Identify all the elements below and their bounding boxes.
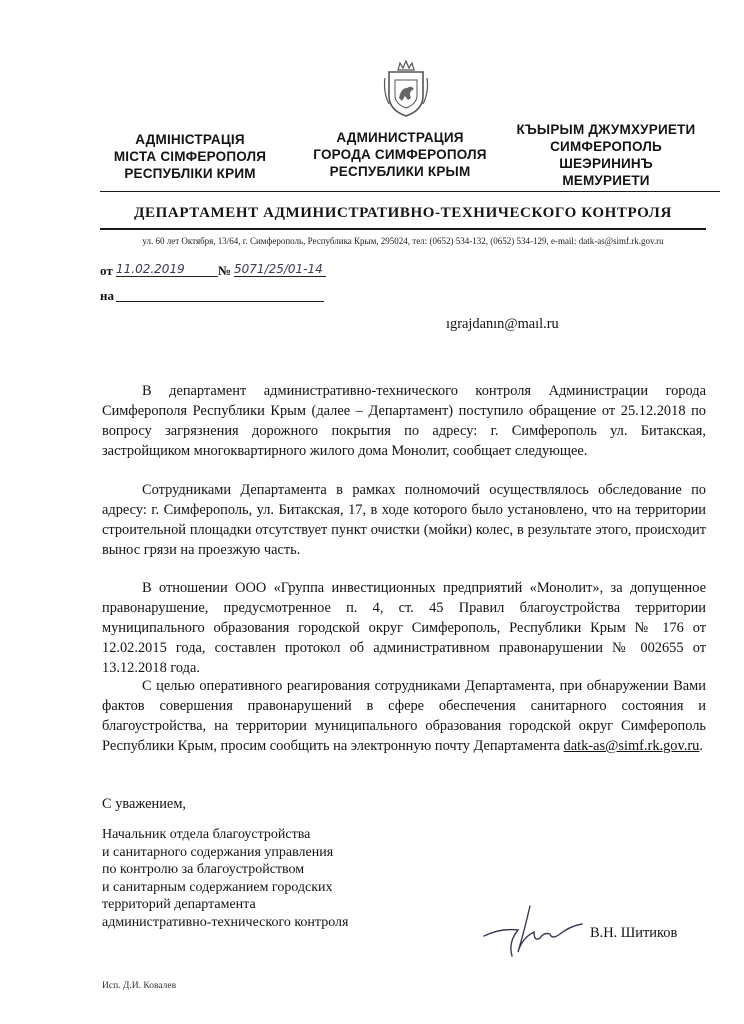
position-line: административно-технического контроля [102, 914, 349, 930]
position-line: территорий департамента [102, 897, 256, 912]
crimea-coat-of-arms-icon [381, 58, 431, 120]
header-ukrainian-line: РЕСПУБЛІКИ КРИМ [124, 166, 256, 181]
department-email-link[interactable]: datk-as@simf.rk.gov.ru [578, 236, 664, 246]
header-ukrainian-line: МІСТА СІМФЕРОПОЛЯ [113, 149, 267, 164]
handwritten-signature [478, 896, 588, 966]
header-russian-line: ГОРОДА СИМФЕРОПОЛЯ [313, 147, 487, 162]
header-ukrainian [105, 131, 275, 182]
position-line: и санитарным содержанием городских [102, 879, 333, 895]
header-crimean-tatar-line: ШЕЭРИНИНЪ [559, 156, 653, 171]
from-label: от [100, 263, 113, 278]
recipient-email: ıgrajdanın@maıl.ru [446, 316, 559, 332]
to-label: на [100, 288, 114, 303]
paragraph-4-end: . [699, 738, 703, 754]
signatory-position [102, 826, 348, 931]
paragraph-4 [102, 676, 706, 756]
paragraph-4-email-link[interactable]: datk-as@simf.rk.gov.ru [563, 738, 700, 754]
department-title: ДЕПАРТАМЕНТ АДМИНИСТРАТИВНО-ТЕХНИЧЕСКОГО КОНТРОЛЯ [134, 205, 672, 221]
handwritten-date: 11.02.2019 [116, 262, 218, 277]
number-label: № [218, 263, 232, 278]
position-line: Начальник отдела благоустройства [102, 827, 311, 842]
position-line: по контролю за благоустройством [102, 862, 305, 877]
header-crimean-tatar-line: КЪЫРЫМ ДЖУМХУРИЕТИ [516, 122, 696, 137]
to-line [116, 301, 324, 302]
paragraph-4-text: С целью оперативного реагирования сотрудниками Департамента, при обнаружении Вами фактов совершения правонарушений в сфере обеспечения санитарного состояния и благоустройства, на территории муниципального образования городской округ Симферополь Республики Крым, просим сообщить на электронную почту Департамента [102, 678, 706, 754]
paragraph-2: Сотрудниками Департамента в рамках полномочий осуществлялось обследование по адресу: г. Симферополь, ул. Битакская, 17, в ходе которого было установлено, что на территории строительной площадки отсутствует пункт очистки (мойки) колес, в результате этого, происходит вынос грязи на проезжую часть. [102, 482, 706, 558]
header-crimean-tatar-line: СИМФЕРОПОЛЬ [550, 139, 662, 154]
paragraph-3: В отношении ООО «Группа инвестиционных предприятий «Монолит», за допущенное правонарушение, предусмотренное п. 4, ст. 45 Правил благоустройства территории муниципального образования городской округ Симферополь, Республики Крым № 176 от 12.02.2015 года, составлен протокол об административном правонарушении № 002655 от 13.12.2018 года. [102, 580, 706, 676]
header-crimean-tatar [510, 121, 702, 189]
header-russian [300, 129, 500, 180]
header-divider [100, 191, 720, 192]
header-crimean-tatar-line: МЕМУРИЕТИ [562, 173, 650, 188]
handwritten-number: 5071/25/01-14 [234, 262, 326, 277]
executor: Исп. Д.И. Ковалев [102, 981, 177, 991]
address-text: ул. 60 лет Октября, 13/64, г. Симферополь, Республика Крым, 295024, тел: (0652) 534-132, (0652) 534-129, e-mail: [142, 236, 579, 246]
department-address [100, 236, 706, 246]
position-line: и санитарного содержания управления [102, 844, 334, 860]
paragraph-1: В департамент административно-технического контроля Администрации города Симферополя Республики Крым (далее – Департамент) поступило обращение от 25.12.2018 по вопросу загрязнения дорожного покрытия по адресу: г. Симферополь ул. Битакская, застройщиком многоквартирного жилого дома Монолит, сообщает следующее. [102, 383, 706, 459]
closing: С уважением, [102, 796, 187, 812]
signatory-name: В.Н. Шитиков [590, 925, 678, 941]
department-underline [100, 228, 706, 230]
header-russian-line: РЕСПУБЛИКИ КРЫМ [329, 164, 471, 179]
header-russian-line: АДМИНИСТРАЦИЯ [336, 130, 464, 145]
header-ukrainian-line: АДМІНІСТРАЦІЯ [135, 132, 245, 147]
